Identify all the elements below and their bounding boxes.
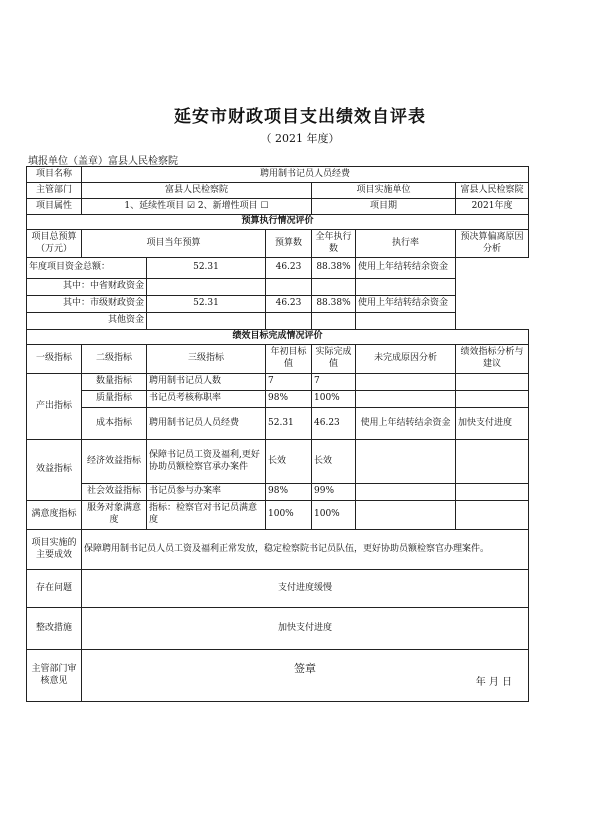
benefit-indicator-label: 效益指标 — [27, 440, 82, 501]
period-value: 2021年度 — [456, 199, 529, 215]
row-attribute — [27, 199, 529, 215]
level2-indicator: 经济效益指标 — [82, 440, 147, 484]
target-value: 98% — [266, 484, 312, 501]
budget-amount — [147, 279, 266, 296]
row-fix — [27, 608, 529, 650]
budget-amount: 52.31 — [147, 258, 266, 279]
budget-amount — [147, 313, 266, 330]
budget-reason — [356, 313, 456, 330]
budget-row — [27, 296, 529, 313]
attr-label: 项目属性 — [27, 199, 82, 215]
perf-row — [27, 374, 529, 391]
perf-header-2: 三级指标 — [147, 345, 266, 374]
problem-label: 存在问题 — [27, 570, 82, 608]
actual-value: 100% — [312, 391, 356, 408]
outcome-label: 项目实施的主要成效 — [27, 530, 82, 570]
target-value: 长效 — [266, 440, 312, 484]
form-year: （ 2021 年度） — [260, 132, 340, 145]
target-value: 52.31 — [266, 408, 312, 440]
unfinished-reason — [356, 391, 456, 408]
perf-row — [27, 501, 529, 530]
perf-row — [27, 391, 529, 408]
level3-indicator: 聘用制书记员人数 — [147, 374, 266, 391]
fix-text: 加快支付进度 — [82, 608, 529, 650]
perf-row — [27, 484, 529, 501]
budget-row — [27, 313, 529, 330]
actual-value: 长效 — [312, 440, 356, 484]
budget-reason: 使用上年结转结余资金 — [356, 296, 456, 313]
fill-unit: 填报单位（盖章）富县人民检察院 — [28, 156, 178, 167]
perf-header-3: 年初目标值 — [266, 345, 312, 374]
indicator-advice: 加快支付进度 — [456, 408, 529, 440]
perf-header-6: 绩效指标分析与建议 — [456, 345, 529, 374]
problem-text: 支付进度缓慢 — [82, 570, 529, 608]
row-outcome — [27, 530, 529, 570]
level3-indicator: 指标：检察官对书记员满意度 — [147, 501, 266, 530]
budget-section-title: 预算执行情况评价 — [27, 215, 529, 230]
budget-rate — [312, 313, 356, 330]
budget-rate — [312, 279, 356, 296]
attr-value: 1、延续性项目 ☑ 2、新增性项目 ☐ — [82, 199, 312, 215]
impl-label: 项目实施单位 — [312, 183, 456, 199]
budget-rate: 88.38% — [312, 258, 356, 279]
unfinished-reason — [356, 484, 456, 501]
budget-header-reason: 预决算偏离原因分析 — [456, 230, 529, 258]
form-title: 延安市财政项目支出绩效自评表 — [174, 107, 426, 127]
satisfaction-indicator-label: 满意度指标 — [27, 501, 82, 530]
budget-header-budget: 预算数 — [266, 230, 312, 258]
period-label: 项目期 — [312, 199, 456, 215]
review-date: 年 月 日 — [475, 677, 513, 689]
level2-indicator: 社会效益指标 — [82, 484, 147, 501]
perf-row — [27, 440, 529, 484]
perf-header-5: 未完成原因分析 — [356, 345, 456, 374]
budget-exec: 46.23 — [266, 296, 312, 313]
level3-indicator: 保障书记员工资及福利,更好协助员额检察官承办案件 — [147, 440, 266, 484]
budget-reason: 使用上年结转结余资金 — [356, 258, 456, 279]
level3-indicator: 书记员考核称职率 — [147, 391, 266, 408]
row-project-name — [27, 167, 529, 183]
fix-label: 整改措施 — [27, 608, 82, 650]
budget-item-name: 年度项目资金总额： — [27, 258, 147, 279]
indicator-advice — [456, 374, 529, 391]
perf-header-0: 一级指标 — [27, 345, 82, 374]
review-label: 主管部门审核意见 — [27, 650, 82, 702]
target-value: 7 — [266, 374, 312, 391]
level3-indicator: 书记员参与办案率 — [147, 484, 266, 501]
budget-item-name: 其中：市级财政资金 — [27, 296, 147, 313]
budget-item-name: 其他资金 — [27, 313, 147, 330]
perf-row — [27, 408, 529, 440]
project-name-value: 聘用制书记员人员经费 — [82, 167, 529, 183]
sign-text: 签章 — [294, 661, 317, 675]
budget-row-label: 项目总预算（万元） — [27, 230, 82, 258]
budget-reason — [356, 279, 456, 296]
budget-exec — [266, 279, 312, 296]
row-review — [27, 650, 529, 702]
budget-rate: 88.38% — [312, 296, 356, 313]
review-sign-cell — [82, 650, 529, 702]
indicator-advice — [456, 501, 529, 530]
unfinished-reason: 使用上年结转结余资金 — [356, 408, 456, 440]
level2-indicator: 服务对象满意度 — [82, 501, 147, 530]
target-value: 98% — [266, 391, 312, 408]
indicator-advice — [456, 484, 529, 501]
level2-indicator: 数量指标 — [82, 374, 147, 391]
budget-header-exec: 全年执行数 — [312, 230, 356, 258]
row-budget-header — [27, 230, 529, 258]
actual-value: 7 — [312, 374, 356, 391]
indicator-advice — [456, 440, 529, 484]
perf-header-1: 二级指标 — [82, 345, 147, 374]
perf-header-4: 实际完成值 — [312, 345, 356, 374]
target-value: 100% — [266, 501, 312, 530]
level3-indicator: 聘用制书记员人员经费 — [147, 408, 266, 440]
actual-value: 100% — [312, 501, 356, 530]
budget-exec — [266, 313, 312, 330]
budget-exec: 46.23 — [266, 258, 312, 279]
row-perf-header — [27, 345, 529, 374]
row-perf-title — [27, 330, 529, 345]
level2-indicator: 质量指标 — [82, 391, 147, 408]
outcome-text: 保障聘用制书记员人员工资及福利正常发放，稳定检察院书记员队伍，更好协助员额检察官办理案件。 — [82, 530, 529, 570]
perf-section-title: 绩效目标完成情况评价 — [27, 330, 529, 345]
actual-value: 99% — [312, 484, 356, 501]
evaluation-table — [26, 166, 529, 702]
dept-label: 主管部门 — [27, 183, 82, 199]
budget-row — [27, 279, 529, 296]
budget-header-rate: 执行率 — [356, 230, 456, 258]
level2-indicator: 成本指标 — [82, 408, 147, 440]
dept-value: 富县人民检察院 — [82, 183, 312, 199]
unfinished-reason — [356, 440, 456, 484]
budget-amount: 52.31 — [147, 296, 266, 313]
budget-header-name: 项目当年预算 — [82, 230, 266, 258]
row-department — [27, 183, 529, 199]
impl-value: 富县人民检察院 — [456, 183, 529, 199]
unfinished-reason — [356, 374, 456, 391]
project-name-label: 项目名称 — [27, 167, 82, 183]
row-problem — [27, 570, 529, 608]
budget-item-name: 其中：中省财政资金 — [27, 279, 147, 296]
unfinished-reason — [356, 501, 456, 530]
actual-value: 46.23 — [312, 408, 356, 440]
budget-row — [27, 258, 529, 279]
output-indicator-label: 产出指标 — [27, 374, 82, 440]
indicator-advice — [456, 391, 529, 408]
row-budget-title — [27, 215, 529, 230]
